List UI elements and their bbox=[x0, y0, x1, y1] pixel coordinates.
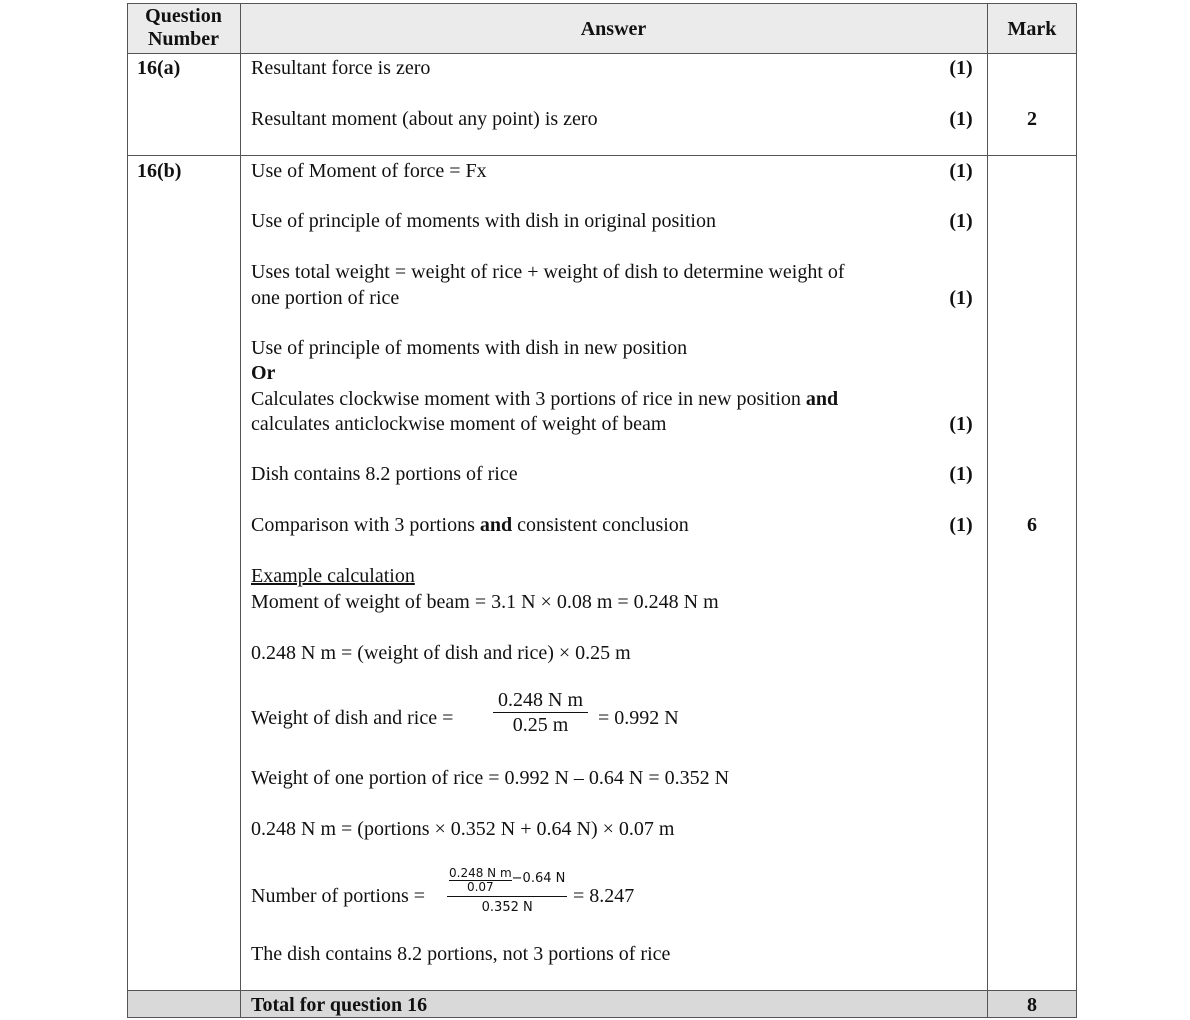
example-heading: Example calculation bbox=[251, 565, 415, 587]
border bbox=[127, 1017, 1077, 1018]
total-mark: 8 bbox=[1027, 994, 1037, 1016]
fraction bbox=[493, 688, 588, 737]
calc-line: 0.248 N m = (portions × 0.352 N + 0.64 N) × 0.07 m bbox=[251, 818, 675, 840]
border bbox=[127, 53, 1077, 54]
answer-line: Dish contains 8.2 portions of rice bbox=[251, 463, 518, 485]
answer-text: Comparison with 3 portions bbox=[251, 514, 475, 536]
calc-line: 0.248 N m = (weight of dish and rice) × 0.25 m bbox=[251, 642, 631, 664]
or-label: Or bbox=[251, 362, 276, 384]
point-mark: (1) bbox=[949, 160, 973, 182]
answer-line: one portion of rice bbox=[251, 287, 400, 309]
point-mark: (1) bbox=[949, 514, 973, 536]
calc-label: Number of portions = bbox=[251, 885, 426, 907]
border bbox=[1076, 3, 1077, 1018]
point-mark: (1) bbox=[949, 108, 973, 130]
calc-line: Weight of one portion of rice = 0.992 N – 0.64 N = 0.352 N bbox=[251, 767, 730, 789]
numerator: 0.248 N m bbox=[493, 688, 588, 713]
point-mark: (1) bbox=[949, 287, 973, 309]
calc-line: The dish contains 8.2 portions, not 3 portions of rice bbox=[251, 943, 671, 965]
calc-result: = 0.992 N bbox=[598, 707, 679, 729]
fraction bbox=[447, 866, 567, 919]
border bbox=[127, 3, 128, 1018]
point-mark: (1) bbox=[949, 413, 973, 435]
answer-text: consistent conclusion bbox=[517, 514, 689, 536]
header-mark: Mark bbox=[1007, 18, 1057, 40]
calc-line: Moment of weight of beam = 3.1 N × 0.08 m = 0.248 N m bbox=[251, 591, 719, 613]
inner-denominator: 0.07 bbox=[466, 880, 494, 894]
answer-line: Use of principle of moments with dish in original position bbox=[251, 210, 716, 232]
and-label: and bbox=[805, 388, 839, 410]
question-label-16b: 16(b) bbox=[137, 160, 182, 182]
denominator: 0.352 N bbox=[481, 900, 533, 915]
answer-line: Uses total weight = weight of rice + weight of dish to determine weight of bbox=[251, 261, 845, 283]
border bbox=[127, 3, 1077, 4]
question-mark-total: 2 bbox=[1027, 108, 1037, 130]
calc-result: = 8.247 bbox=[573, 885, 635, 907]
answer-line: Resultant moment (about any point) is zero bbox=[251, 108, 598, 130]
border bbox=[240, 3, 241, 1018]
header-answer: Answer bbox=[580, 18, 647, 40]
answer-line: Use of Moment of force = Fx bbox=[251, 160, 487, 182]
inner-fraction bbox=[449, 866, 512, 894]
and-label: and bbox=[479, 514, 513, 536]
total-label: Total for question 16 bbox=[251, 994, 428, 1016]
answer-text: Calculates clockwise moment with 3 portions of rice in new position bbox=[251, 388, 801, 410]
minus-term: −0.64 N bbox=[511, 870, 566, 886]
numerator bbox=[447, 866, 567, 897]
answer-line bbox=[251, 513, 689, 537]
point-mark: (1) bbox=[949, 463, 973, 485]
answer-line: Use of principle of moments with dish in new position bbox=[251, 337, 688, 359]
point-mark: (1) bbox=[949, 210, 973, 232]
denominator: 0.25 m bbox=[512, 714, 569, 736]
calc-label: Weight of dish and rice = bbox=[251, 707, 454, 729]
point-mark: (1) bbox=[949, 57, 973, 79]
inner-numerator: 0.248 N m bbox=[449, 866, 512, 880]
answer-line bbox=[251, 387, 838, 411]
header-question-number: Question Number bbox=[145, 5, 222, 50]
border bbox=[987, 3, 988, 1018]
answer-line: calculates anticlockwise moment of weight of beam bbox=[251, 413, 667, 435]
answer-line: Resultant force is zero bbox=[251, 57, 431, 79]
question-label-16a: 16(a) bbox=[137, 57, 181, 79]
border bbox=[127, 155, 1077, 156]
border bbox=[127, 990, 1077, 991]
question-mark-total: 6 bbox=[1027, 514, 1037, 536]
